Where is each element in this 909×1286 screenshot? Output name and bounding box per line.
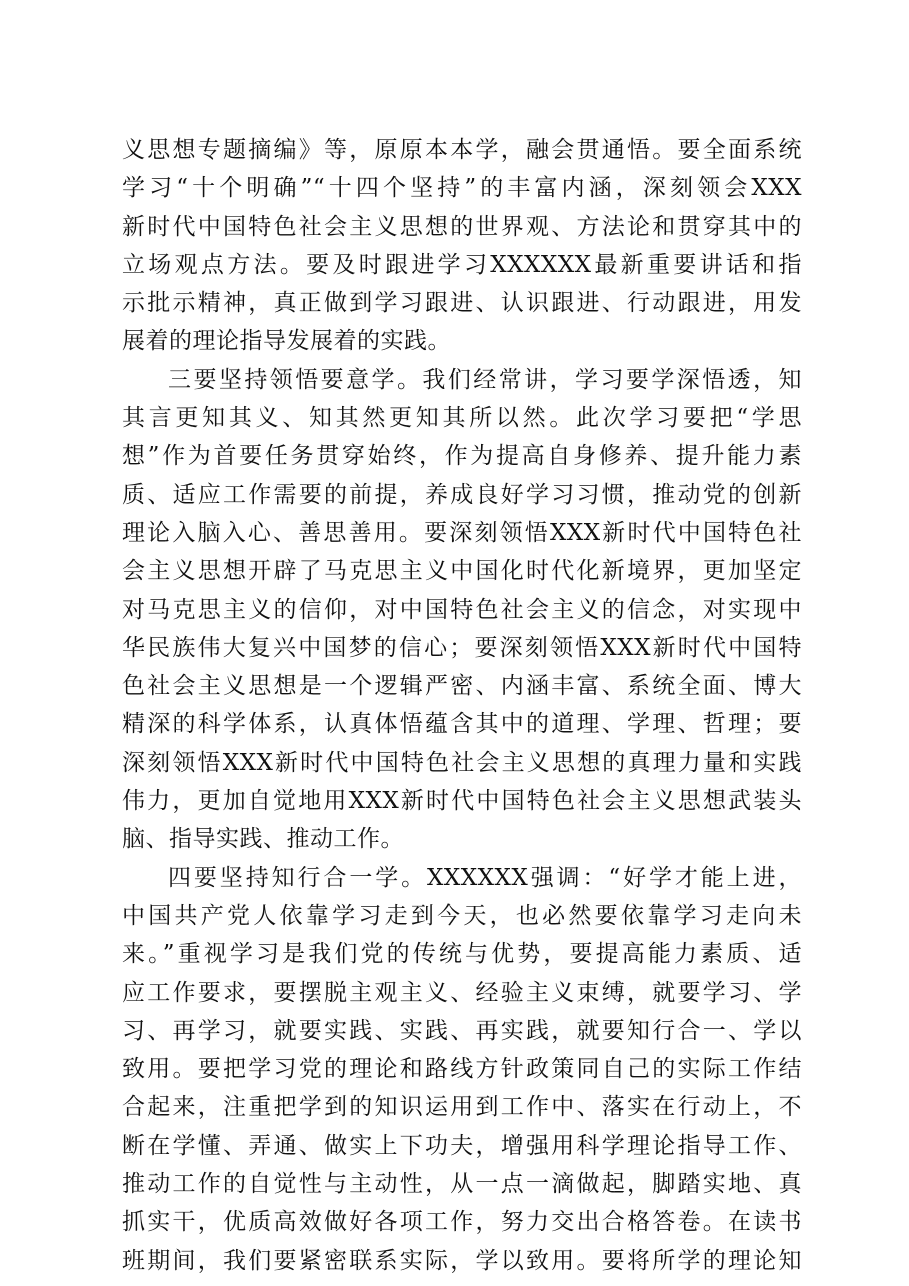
text-line: 致用。要把学习党的理论和路线方针政策同自己的实际工作结 (122, 1056, 802, 1083)
text-line: 来。”重视学习是我们党的传统与优势，要提高能力素质、适 (122, 941, 802, 968)
text-line: 会主义思想开辟了马克思主义中国化时代化新境界，更加坚定 (122, 558, 802, 585)
text-line: 脑、指导实践、推动工作。 (122, 826, 404, 853)
text-line: 应工作要求，要摆脱主观主义、经验主义束缚，就要学习、学 (122, 979, 802, 1006)
text-line: 义思想专题摘编》等，原原本本学，融会贯通悟。要全面系统 (122, 137, 802, 163)
text-line: 推动工作的自觉性与主动性，从一点一滴做起，脚踏实地、真 (122, 1171, 802, 1198)
text-line: 深刻领悟XXX新时代中国特色社会主义思想的真理力量和实践 (122, 749, 802, 776)
text-line: 习、再学习，就要实践、实践、再实践，就要知行合一、学以 (122, 1017, 802, 1044)
text-line: 理论入脑入心、善思善用。要深刻领悟XXX新时代中国特色社 (122, 519, 802, 546)
text-line: 其言更知其义、知其然更知其所以然。此次学习要把“学思 (122, 405, 802, 432)
text-line: 示批示精神，真正做到学习跟进、认识跟进、行动跟进，用发 (122, 290, 802, 317)
text-line: 合起来，注重把学到的知识运用到工作中、落实在行动上，不 (122, 1094, 802, 1121)
text-line: 学习“十个明确”“十四个坚持”的丰富内涵，深刻领会XXX (122, 175, 802, 202)
text-line: 质、适应工作需要的前提，养成良好学习习惯，推动党的创新 (122, 481, 802, 508)
text-line: 中国共产党人依靠学习走到今天，也必然要依靠学习走向未 (122, 902, 802, 929)
text-line: 对马克思主义的信仰，对中国特色社会主义的信念，对实现中 (122, 596, 802, 623)
text-line: 立场观点方法。要及时跟进学习XXXXXX最新重要讲话和指 (122, 251, 802, 278)
text-line: 三要坚持领悟要意学。我们经常讲，学习要学深悟透，知 (168, 366, 802, 393)
text-line: 展着的理论指导发展着的实践。 (122, 328, 451, 355)
text-line: 抓实干，优质高效做好各项工作，努力交出合格答卷。在读书 (122, 1209, 802, 1236)
text-line: 四要坚持知行合一学。XXXXXX强调：“好学才能上进， (168, 864, 802, 891)
text-line: 华民族伟大复兴中国梦的信心；要深刻领悟XXX新时代中国特 (122, 634, 802, 661)
text-line: 新时代中国特色社会主义思想的世界观、方法论和贯穿其中的 (122, 213, 802, 240)
text-line: 班期间，我们要紧密联系实际，学以致用。要将所学的理论知 (122, 1247, 802, 1274)
text-line: 断在学懂、弄通、做实上下功夫，增强用科学理论指导工作、 (122, 1132, 802, 1159)
text-line: 伟力，更加自觉地用XXX新时代中国特色社会主义思想武装头 (122, 788, 802, 815)
text-line: 想”作为首要任务贯穿始终，作为提高自身修养、提升能力素 (122, 443, 802, 470)
text-line: 精深的科学体系，认真体悟蕴含其中的道理、学理、哲理；要 (122, 711, 802, 738)
text-line: 色社会主义思想是一个逻辑严密、内涵丰富、系统全面、博大 (122, 673, 802, 700)
document-body (122, 131, 802, 1280)
